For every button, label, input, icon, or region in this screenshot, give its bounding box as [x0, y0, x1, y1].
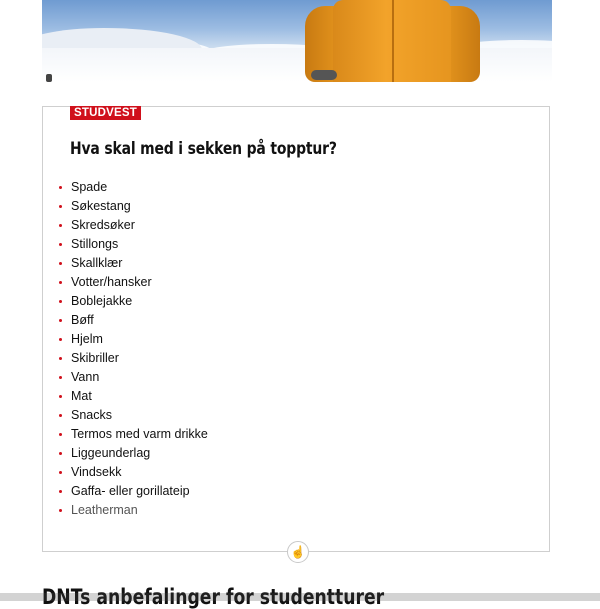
pointer-hand-icon: ☝	[290, 545, 306, 559]
scroll-overlay-bar	[0, 593, 600, 601]
packing-list	[57, 178, 208, 520]
list-item: Søkestang	[57, 197, 208, 216]
list-item: Skallklær	[57, 254, 208, 273]
list-item: Stillongs	[57, 235, 208, 254]
list-item: Spade	[57, 178, 208, 197]
list-item: Snacks	[57, 406, 208, 425]
list-item: Liggeunderlag	[57, 444, 208, 463]
list-item: Hjelm	[57, 330, 208, 349]
expand-card-button[interactable]	[287, 541, 309, 563]
list-item: Mat	[57, 387, 208, 406]
list-item: Gaffa- eller gorillateip	[57, 482, 208, 501]
list-item: Votter/hansker	[57, 273, 208, 292]
packing-list-card	[42, 106, 550, 552]
list-item: Skibriller	[57, 349, 208, 368]
list-item: Vann	[57, 368, 208, 387]
list-item: Bøff	[57, 311, 208, 330]
list-item: Vindsekk	[57, 463, 208, 482]
list-item: Boblejakke	[57, 292, 208, 311]
ski-pole	[46, 74, 52, 82]
card-title: Hva skal med i sekken på topptur?	[70, 139, 337, 159]
person-orange-jacket	[305, 0, 480, 82]
list-item: Termos med varm drikke	[57, 425, 208, 444]
hero-image	[42, 0, 552, 82]
section-heading: DNTs anbefalinger for studentturer	[42, 585, 385, 609]
studvest-logo: STUDVEST	[70, 106, 141, 120]
list-item: Leatherman	[57, 501, 208, 520]
list-item: Skredsøker	[57, 216, 208, 235]
